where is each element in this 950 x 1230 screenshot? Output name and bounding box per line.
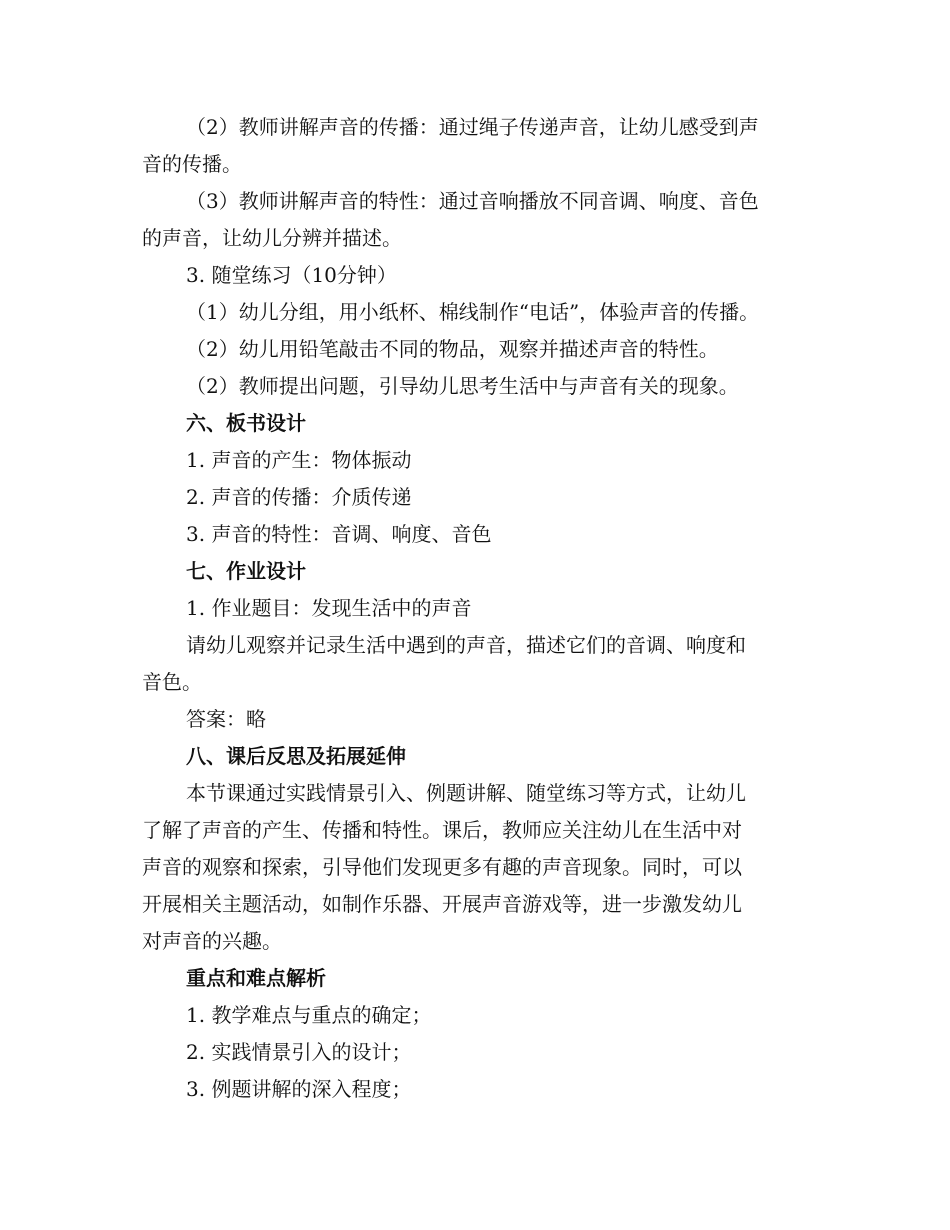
- paragraph-line: 本节课通过实践情景引入、例题讲解、随堂练习等方式，让幼儿: [186, 781, 746, 805]
- paragraph-line: 声音的观察和探索，引导他们发现更多有趣的声音现象。同时，可以: [142, 855, 742, 879]
- section-heading: 七、作业设计: [186, 559, 306, 583]
- list-item: 3. 声音的特性：音调、响度、音色: [186, 522, 492, 546]
- paragraph-line: （2）教师讲解声音的传播：通过绳子传递声音，让幼儿感受到声: [186, 115, 759, 139]
- list-item: 1. 教学难点与重点的确定；: [186, 1003, 432, 1027]
- paragraph-line: 音色。: [142, 670, 202, 694]
- paragraph-line: 请幼儿观察并记录生活中遇到的声音，描述它们的音调、响度和: [186, 633, 746, 657]
- list-item: 1. 作业题目：发现生活中的声音: [186, 596, 472, 620]
- list-item: （2）教师提出问题，引导幼儿思考生活中与声音有关的现象。: [186, 374, 739, 398]
- paragraph-line: 音的传播。: [142, 152, 242, 176]
- list-item: 3. 例题讲解的深入程度；: [186, 1077, 412, 1101]
- paragraph-line: 对声音的兴趣。: [142, 929, 282, 953]
- section-heading: 重点和难点解析: [186, 966, 326, 990]
- list-item: （1）幼儿分组，用小纸杯、棉线制作“电话”，体验声音的传播。: [186, 300, 760, 324]
- paragraph-line: 答案：略: [186, 707, 266, 731]
- paragraph-line: （3）教师讲解声音的特性：通过音响播放不同音调、响度、音色: [186, 189, 759, 213]
- section-heading: 八、课后反思及拓展延伸: [186, 744, 406, 768]
- list-item: 2. 声音的传播：介质传递: [186, 485, 412, 509]
- paragraph-line: 开展相关主题活动，如制作乐器、开展声音游戏等，进一步激发幼儿: [142, 892, 742, 916]
- list-item: （2）幼儿用铅笔敲击不同的物品，观察并描述声音的特性。: [186, 337, 719, 361]
- list-item: 3. 随堂练习（10分钟）: [186, 263, 397, 287]
- paragraph-line: 了解了声音的产生、传播和特性。课后，教师应关注幼儿在生活中对: [142, 818, 742, 842]
- list-item: 2. 实践情景引入的设计；: [186, 1040, 412, 1064]
- section-heading: 六、板书设计: [186, 411, 306, 435]
- list-item: 1. 声音的产生：物体振动: [186, 448, 412, 472]
- paragraph-line: 的声音，让幼儿分辨并描述。: [142, 226, 402, 250]
